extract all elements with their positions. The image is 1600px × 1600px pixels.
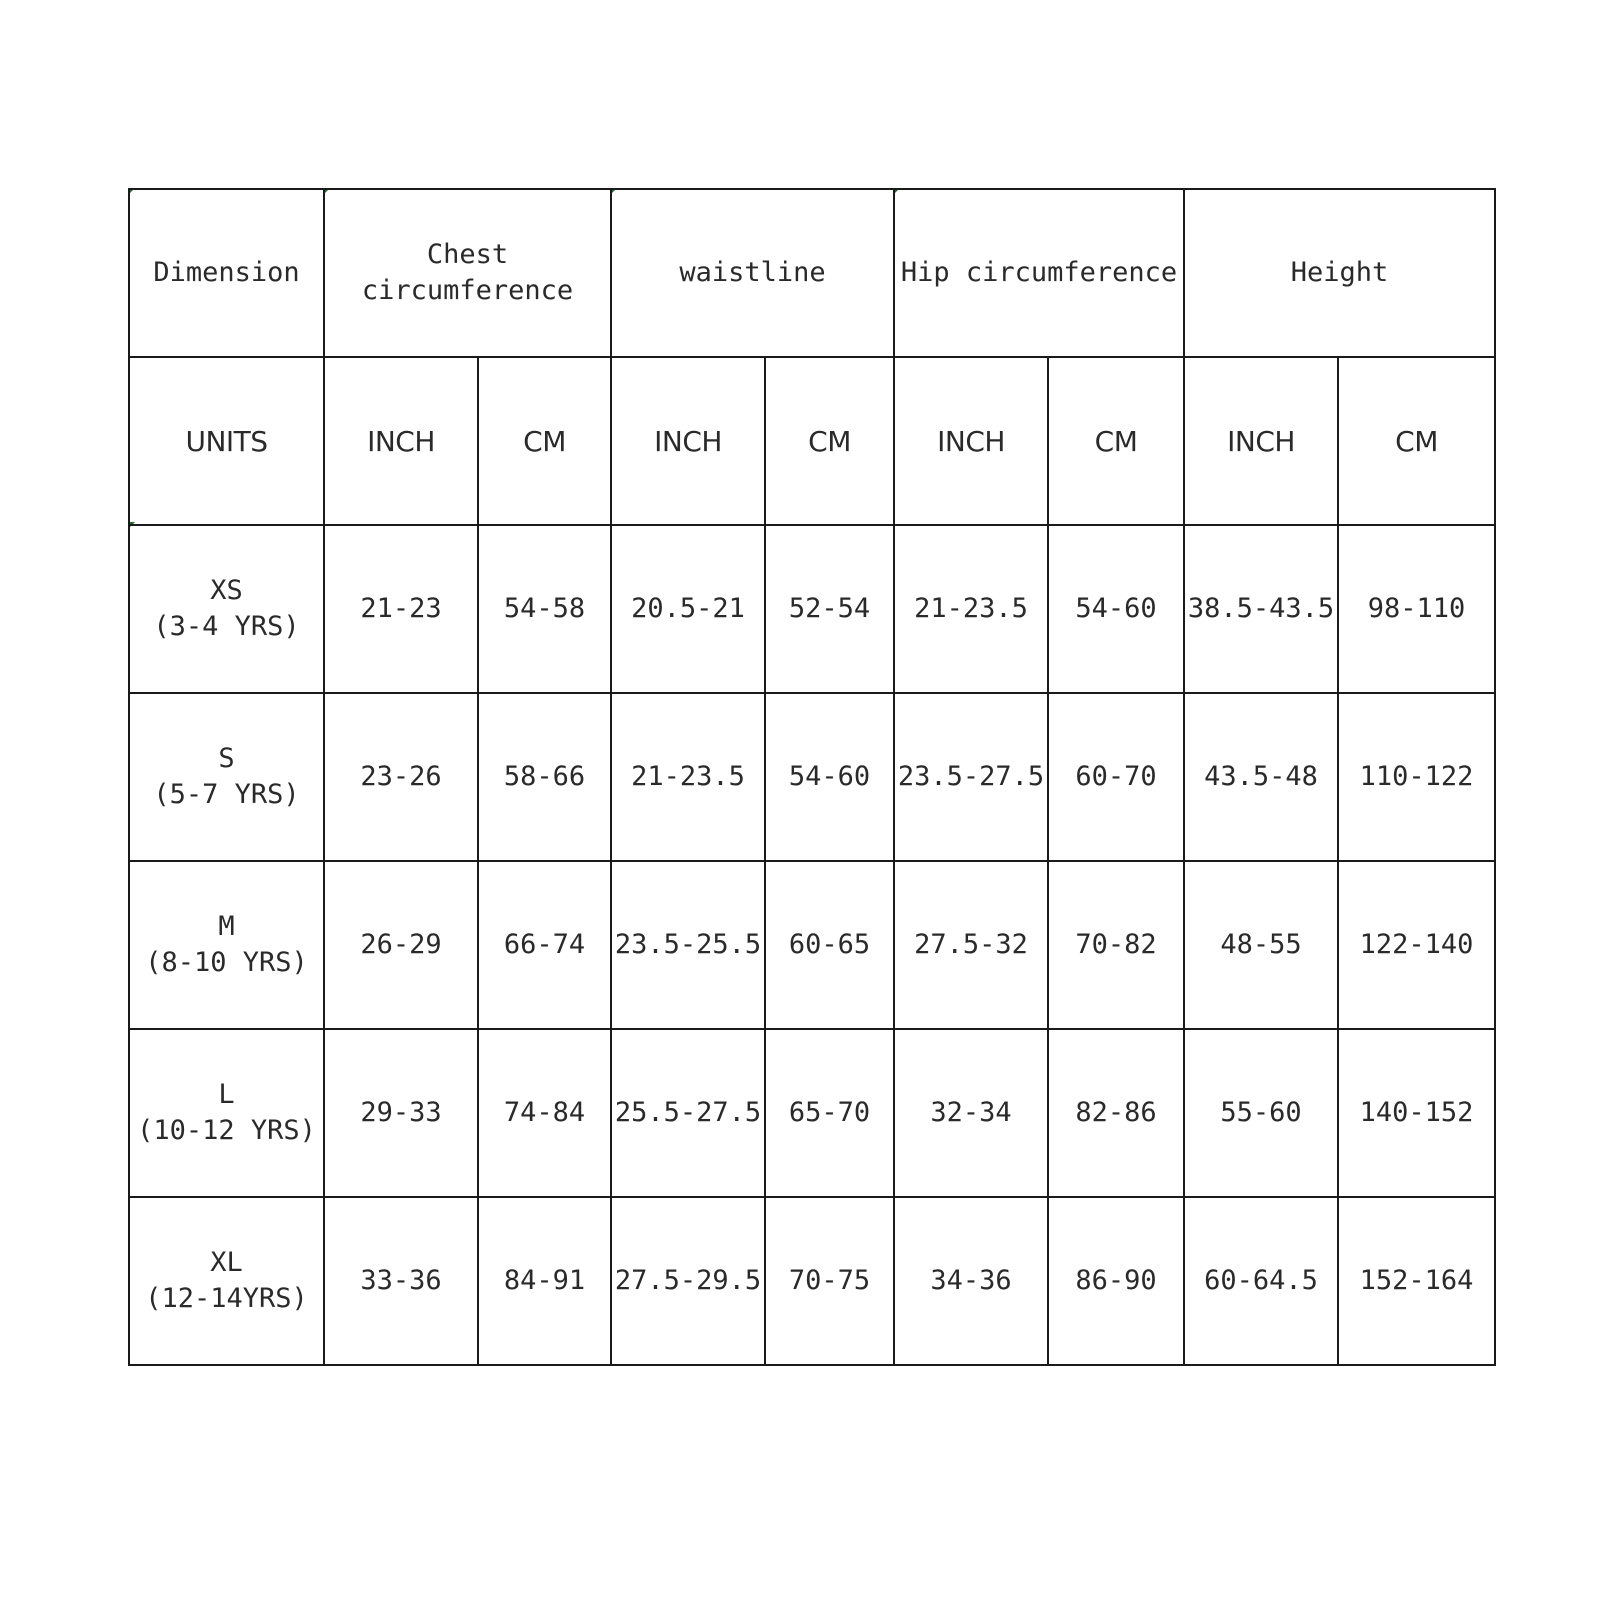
size-cell (129, 861, 324, 1029)
height-cm-value: 98-110 (1338, 525, 1495, 693)
waist-inch-unit: INCH (611, 357, 765, 525)
height-inch-value: 38.5-43.5 (1184, 525, 1338, 693)
height-cm-value: 152-164 (1338, 1197, 1495, 1365)
chest-inch-value: 33-36 (324, 1197, 478, 1365)
size-label: M (218, 911, 235, 942)
size-label: XS (210, 575, 243, 606)
dimension-label: Dimension (153, 257, 300, 288)
height-inch-value: 60-64.5 (1184, 1197, 1338, 1365)
hip-cm-value: 54-60 (1048, 525, 1184, 693)
waist-cm-value: 65-70 (765, 1029, 894, 1197)
hip-cm-value: 86-90 (1048, 1197, 1184, 1365)
height-inch-value: 43.5-48 (1184, 693, 1338, 861)
waist-inch-value: 21-23.5 (611, 693, 765, 861)
chest-cm-unit: CM (478, 357, 611, 525)
chest-cm-value: 66-74 (478, 861, 611, 1029)
hip-cm-value: 60-70 (1048, 693, 1184, 861)
waist-inch-value: 27.5-29.5 (611, 1197, 765, 1365)
hip-inch-value: 21-23.5 (894, 525, 1048, 693)
hip-cm-value: 70-82 (1048, 861, 1184, 1029)
size-cell (129, 1029, 324, 1197)
size-cell (129, 693, 324, 861)
chest-cm-value: 54-58 (478, 525, 611, 693)
units-label: UNITS (129, 357, 324, 525)
age-range: (12-14YRS) (145, 1283, 308, 1314)
chest-header-line2: circumference (361, 275, 574, 306)
waist-inch-value: 23.5-25.5 (611, 861, 765, 1029)
table-row-xs (129, 525, 1495, 693)
chest-inch-value: 29-33 (324, 1029, 478, 1197)
size-chart-table (128, 188, 1496, 1366)
chest-cm-value: 84-91 (478, 1197, 611, 1365)
hip-inch-value: 23.5-27.5 (894, 693, 1048, 861)
height-inch-value: 55-60 (1184, 1029, 1338, 1197)
chest-header (324, 189, 611, 357)
chest-inch-value: 26-29 (324, 861, 478, 1029)
height-inch-unit: INCH (1184, 357, 1338, 525)
height-cm-value: 122-140 (1338, 861, 1495, 1029)
chest-header-line1: Chest (426, 239, 509, 270)
age-range: (3-4 YRS) (153, 611, 300, 642)
height-cm-value: 140-152 (1338, 1029, 1495, 1197)
size-label: XL (210, 1247, 243, 1278)
chest-cm-value: 74-84 (478, 1029, 611, 1197)
size-cell (129, 1197, 324, 1365)
height-cm-value: 110-122 (1338, 693, 1495, 861)
waist-cm-value: 60-65 (765, 861, 894, 1029)
age-range: (8-10 YRS) (145, 947, 308, 978)
age-range: (10-12 YRS) (137, 1115, 316, 1146)
hip-cm-value: 82-86 (1048, 1029, 1184, 1197)
chest-cm-value: 58-66 (478, 693, 611, 861)
waist-cm-value: 54-60 (765, 693, 894, 861)
waist-inch-value: 20.5-21 (611, 525, 765, 693)
units-row (129, 357, 1495, 525)
waistline-label: waistline (679, 257, 826, 288)
table-row-l (129, 1029, 1495, 1197)
height-inch-value: 48-55 (1184, 861, 1338, 1029)
dimension-header (129, 189, 324, 357)
chest-inch-value: 21-23 (324, 525, 478, 693)
hip-inch-value: 32-34 (894, 1029, 1048, 1197)
height-label: Height (1290, 257, 1389, 288)
hip-cm-unit: CM (1048, 357, 1184, 525)
waist-cm-unit: CM (765, 357, 894, 525)
waist-inch-value: 25.5-27.5 (611, 1029, 765, 1197)
chest-inch-value: 23-26 (324, 693, 478, 861)
dimension-header-row (129, 189, 1495, 357)
hip-header (894, 189, 1184, 357)
waist-cm-value: 52-54 (765, 525, 894, 693)
hip-label: Hip circumference (900, 257, 1178, 288)
waist-cm-value: 70-75 (765, 1197, 894, 1365)
chest-inch-unit: INCH (324, 357, 478, 525)
table-row-xl (129, 1197, 1495, 1365)
size-label: S (218, 743, 235, 774)
size-label: L (218, 1079, 235, 1110)
height-cm-unit: CM (1338, 357, 1495, 525)
table-row-m (129, 861, 1495, 1029)
hip-inch-value: 27.5-32 (894, 861, 1048, 1029)
height-header (1184, 189, 1495, 357)
size-cell (129, 525, 324, 693)
hip-inch-value: 34-36 (894, 1197, 1048, 1365)
age-range: (5-7 YRS) (153, 779, 300, 810)
hip-inch-unit: INCH (894, 357, 1048, 525)
table-row-s (129, 693, 1495, 861)
waistline-header (611, 189, 894, 357)
